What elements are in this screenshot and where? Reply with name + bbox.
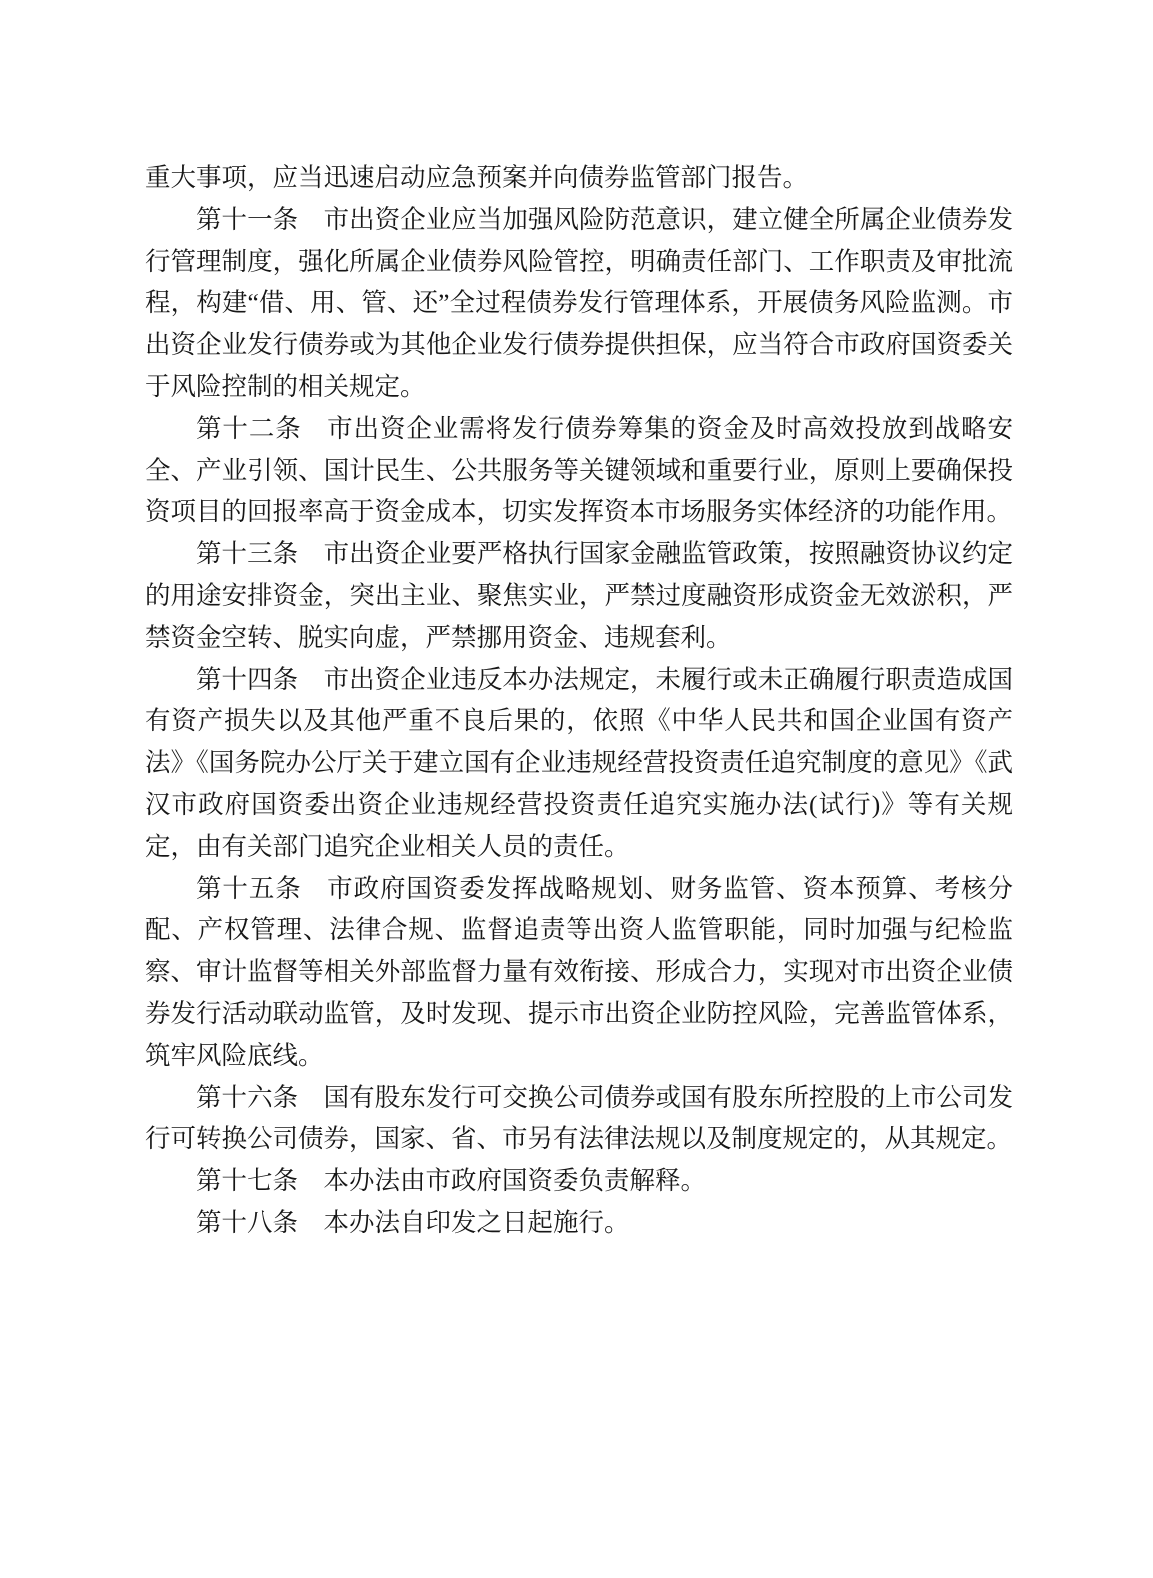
document-body xyxy=(145,157,1013,1244)
article-number: 第十一条 xyxy=(196,204,299,234)
paragraph-text: 市出资企业违反本办法规定，未履行或未正确履行职责造成国有资产损失以及其他严重不良后果的，依照《中华人民共和国企业国有资产法》《国务院办公厅关于建立国有企业违规经营投资责任追究制度的意见》《武汉市政府国资委出资企业违规经营投资责任追究实施办法(试行)》等有关规定，由有关部门追究企业相关人员的责任。 xyxy=(145,664,1013,861)
article-number: 第十四条 xyxy=(196,664,299,694)
article-number: 第十二条 xyxy=(196,413,302,443)
paragraph-text: 国有股东发行可交换公司债券或国有股东所控股的上市公司发行可转换公司债券，国家、省、市另有法律法规以及制度规定的，从其规定。 xyxy=(145,1082,1013,1154)
article-number: 第十六条 xyxy=(196,1082,299,1112)
paragraph-text: 本办法由市政府国资委负责解释。 xyxy=(323,1166,707,1196)
article-number: 第十八条 xyxy=(196,1207,299,1237)
paragraph-text: 重大事项，应当迅速启动应急预案并向债券监管部门报告。 xyxy=(145,163,809,192)
article-number: 第十七条 xyxy=(196,1166,299,1196)
paragraph-text: 市出资企业要严格执行国家金融监管政策，按照融资协议约定的用途安排资金，突出主业、聚焦实业，严禁过度融资形成资金无效淤积，严禁资金空转、脱实向虚，严禁挪用资金、违规套利。 xyxy=(145,539,1013,652)
paragraph-text: 市出资企业需将发行债券筹集的资金及时高效投放到战略安全、产业引领、国计民生、公共服务等关键领域和重要行业，原则上要确保投资项目的回报率高于资金成本，切实发挥资本市场服务实体经济的功能作用。 xyxy=(145,413,1013,527)
paragraph-text: 本办法自印发之日起施行。 xyxy=(323,1207,630,1237)
paragraph xyxy=(145,533,1013,658)
paragraph xyxy=(145,408,1013,533)
article-number: 第十五条 xyxy=(196,873,302,903)
paragraph xyxy=(145,199,1013,408)
paragraph xyxy=(145,1077,1013,1161)
paragraph xyxy=(145,868,1013,1077)
paragraph-text: 市政府国资委发挥战略规划、财务监管、资本预算、考核分配、产权管理、法律合规、监督追责等出资人监管职能，同时加强与纪检监察、审计监督等相关外部监督力量有效衔接、形成合力，实现对市出资企业债券发行活动联动监管，及时发现、提示市出资企业防控风险，完善监管体系，筑牢风险底线。 xyxy=(145,873,1013,1070)
paragraph xyxy=(145,157,1013,199)
paragraph xyxy=(145,1160,1013,1202)
paragraph xyxy=(145,1202,1013,1244)
paragraph-text: 市出资企业应当加强风险防范意识，建立健全所属企业债券发行管理制度，强化所属企业债券风险管控，明确责任部门、工作职责及审批流程，构建“借、用、管、还”全过程债券发行管理体系，开展债务风险监测。市出资企业发行债券或为其他企业发行债券提供担保，应当符合市政府国资委关于风险控制的相关规定。 xyxy=(145,204,1013,401)
article-number: 第十三条 xyxy=(196,539,299,569)
paragraph xyxy=(145,659,1013,868)
